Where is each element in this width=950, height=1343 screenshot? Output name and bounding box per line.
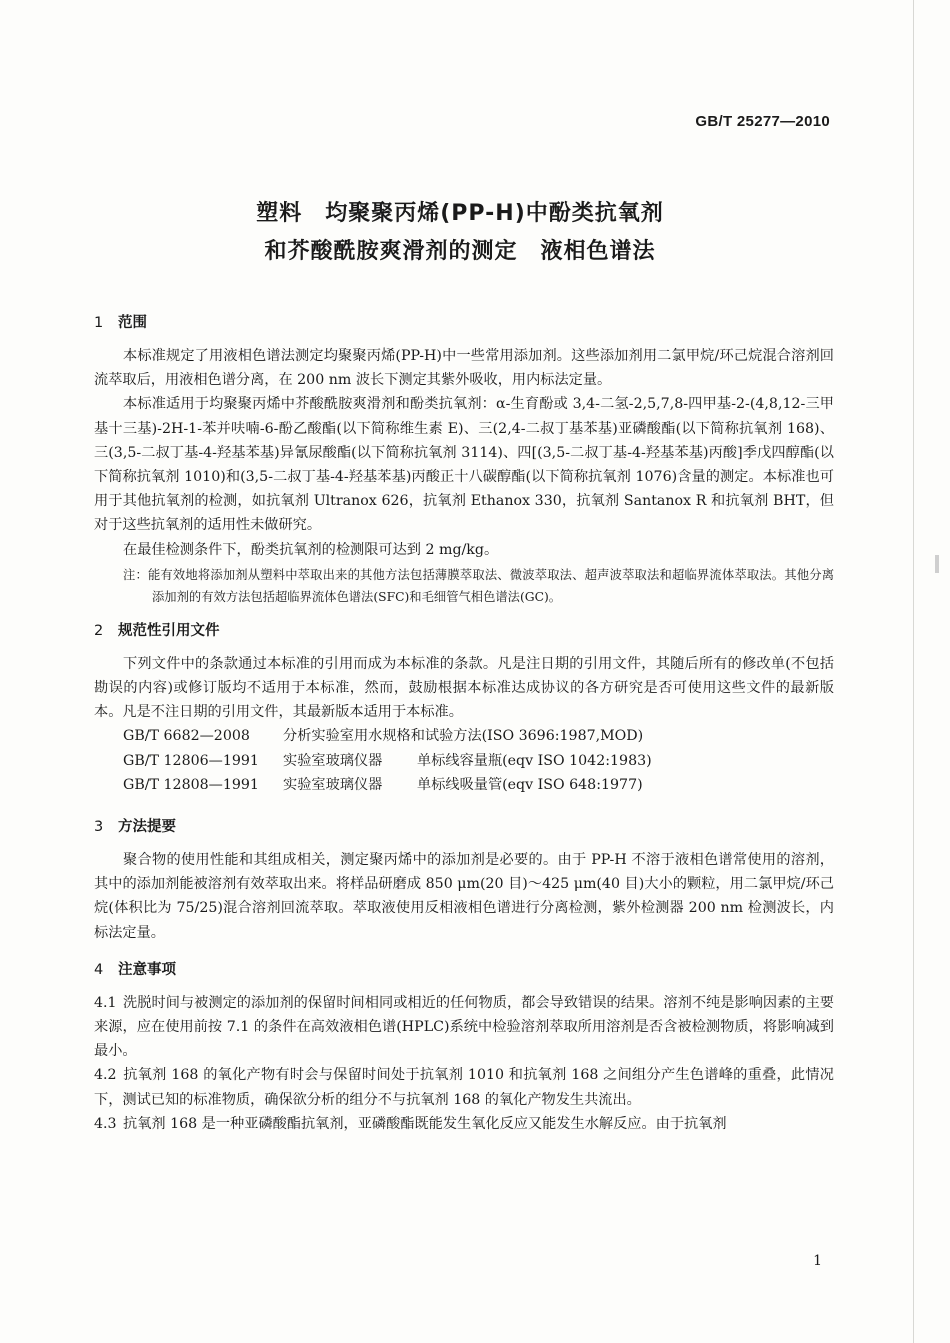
reference-code: GB/T 12808—1991 — [123, 777, 259, 794]
title-line-1: 塑料 均聚聚丙烯(PP-H)中酚类抗氧剂 — [256, 201, 664, 226]
clause-4-3 — [94, 1112, 834, 1136]
reference-title: 实验室玻璃仪器 — [283, 752, 383, 769]
reference-code: GB/T 12806—1991 — [123, 752, 259, 769]
page-number: 1 — [813, 1253, 822, 1269]
section-number: 3 — [94, 818, 104, 835]
section-title: 方法提要 — [118, 818, 176, 835]
section-title: 范围 — [118, 315, 147, 331]
document-title — [0, 195, 920, 271]
reference-item — [94, 724, 834, 749]
paragraph: 下列文件中的条款通过本标准的引用而成为本标准的条款。凡是注日期的引用文件，其随后所有的修改单(不包括勘误的内容)或修订版均不适用于本标准，然而，鼓励根据本标准达成协议的各方研究是否可使用这些文件的最新版本。凡是不注日期的引用文件，其最新版本适用于本标准。 — [94, 655, 834, 721]
clause-4-1 — [94, 991, 834, 1064]
section-title: 规范性引用文件 — [118, 622, 220, 639]
reference-subtitle: 单标线吸量管(eqv ISO 648:1977) — [417, 777, 643, 794]
clause-4-2 — [94, 1063, 834, 1111]
section-heading-method-summary — [94, 816, 834, 838]
clause-number: 4.2 — [94, 1067, 117, 1084]
paragraph: 在最佳检测条件下，酚类抗氧剂的检测限可达到 2 mg/kg。 — [123, 541, 499, 558]
clause-text: 洗脱时间与被测定的添加剂的保留时间相同或相近的任何物质，都会导致错误的结果。溶剂不纯是影响因素的主要来源，应在使用前按 7.1 的条件在高效液相色谱(HPLC)系统中检验溶剂萃取所用溶剂是否含被检测物质，将影响减到最小。 — [94, 994, 834, 1060]
clause-number: 4.3 — [94, 1115, 117, 1132]
clause-text: 抗氧剂 168 的氧化产物有时会与保留时间处于抗氧剂 1010 和抗氧剂 168 之间组分产生色谱峰的重叠，此情况下，测试已知的标准物质，确保欲分析的组分不与抗氧剂 168 的氧化产物发生共流出。 — [94, 1067, 834, 1108]
reference-title: 实验室玻璃仪器 — [283, 777, 383, 794]
scan-mark — [935, 555, 939, 573]
section-heading-normative-references — [94, 620, 834, 642]
section-heading-scope — [94, 312, 834, 334]
paragraph: 本标准适用于均聚聚丙烯中芥酸酰胺爽滑剂和酚类抗氧剂：α-生育酚或 3,4-二氢-2,5,7,8-四甲基-2-(4,8,12-三甲基十三基)-2H-1-苯并呋喃-6-酚乙酸酯(以下简称维生素 E)、三(2,4-二叔丁基苯基)亚磷酸酯(以下简称抗氧剂 168)、三(3,5-二叔丁基-4-羟基苯基)异氰尿酸酯(以下简称抗氧剂 3114)、四[(3,5-二叔丁基-4-羟基苯基)丙酸]季戊四醇酯(以下简称抗氧剂 1010)和(3,5-二叔丁基-4-羟基苯基)丙酸正十八碳醇酯(以下简称抗氧剂 1076)含量的测定。本标准也可用于其他抗氧剂的检测，如抗氧剂 Ultranox 626，抗氧剂 Ethanox 330，抗氧剂 Santanox R 和抗氧剂 BHT，但对于这些抗氧剂的适用性未做研究。 — [94, 396, 834, 534]
section-number: 4 — [94, 961, 104, 978]
document-body — [94, 300, 834, 1136]
standard-code: GB/T 25277—2010 — [695, 113, 830, 130]
note: 注：能有效地将添加剂从塑料中萃取出来的其他方法包括薄膜萃取法、微波萃取法、超声波萃取法和超临界流体萃取法。其他分离添加剂的有效方法包括超临界流体色谱法(SFC)和毛细管气相色谱法(GC)。 — [123, 567, 834, 604]
title-line-2: 和芥酸酰胺爽滑剂的测定 液相色谱法 — [264, 239, 656, 264]
paragraph: 本标准规定了用液相色谱法测定均聚聚丙烯(PP-H)中一些常用添加剂。这些添加剂用二氯甲烷/环己烷混合溶剂回流萃取后，用液相色谱分离，在 200 nm 波长下测定其紫外吸收，用内标法定量。 — [94, 348, 834, 389]
reference-title: 分析实验室用水规格和试验方法(ISO 3696:1987,MOD) — [283, 728, 644, 745]
section-number: 2 — [94, 622, 104, 639]
reference-item — [94, 749, 834, 774]
section-number: 1 — [94, 315, 104, 331]
clause-text: 抗氧剂 168 是一种亚磷酸酯抗氧剂，亚磷酸酯既能发生氧化反应又能发生水解反应。由于抗氧剂 — [123, 1115, 727, 1132]
section-title: 注意事项 — [118, 961, 176, 978]
reference-code: GB/T 6682—2008 — [123, 728, 250, 745]
reference-item — [94, 773, 834, 798]
paragraph: 聚合物的使用性能和其组成相关，测定聚丙烯中的添加剂是必要的。由于 PP-H 不溶于液相色谱常使用的溶剂，其中的添加剂能被溶剂有效萃取出来。将样品研磨成 850 μm(20 目)～425 μm(40 目)大小的颗粒，用二氯甲烷/环己烷(体积比为 75/25)混合溶剂回流萃取。萃取液使用反相液相色谱进行分离检测，紫外检测器 200 nm 检测波长，内标法定量。 — [94, 851, 834, 941]
clause-number: 4.1 — [94, 994, 117, 1011]
reference-subtitle: 单标线容量瓶(eqv ISO 1042:1983) — [417, 752, 652, 769]
section-heading-precautions — [94, 959, 834, 981]
